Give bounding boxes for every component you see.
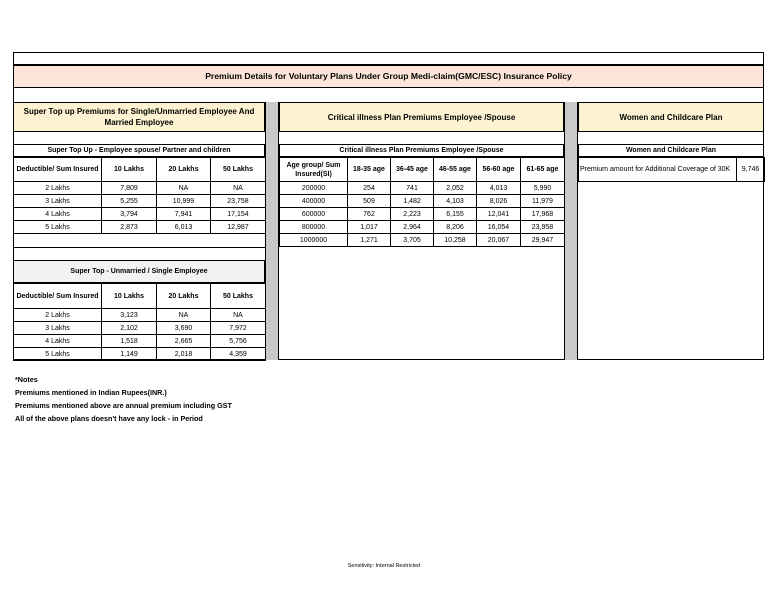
table-cell: 3,794 [102, 208, 157, 221]
super-top-up-married-table [13, 157, 266, 234]
notes-heading: *Notes [15, 375, 38, 384]
column-header: 50 Lakhs [211, 158, 266, 182]
note-line: Premiums mentioned in Indian Rupees(INR.) [15, 388, 167, 397]
critical-illness-table [279, 157, 565, 247]
column-header: 20 Lakhs [157, 158, 211, 182]
table-row [14, 182, 266, 195]
table-cell: 1,271 [348, 234, 391, 247]
table-row [280, 208, 565, 221]
column-header: 10 Lakhs [102, 158, 157, 182]
table-cell: 3 Lakhs [14, 195, 102, 208]
column-header: Deductible/ Sum Insured [14, 284, 102, 309]
table-cell: 3,690 [157, 322, 211, 335]
column-header: 18-35 age [348, 158, 391, 182]
table-cell: 4 Lakhs [14, 335, 102, 348]
table-cell: 20,067 [477, 234, 521, 247]
table-cell: 17,968 [521, 208, 565, 221]
table-row [280, 182, 565, 195]
super-top-up-single-subheading: Super Top - Unmarried / Single Employee [13, 260, 265, 283]
column-header: 50 Lakhs [211, 284, 266, 309]
table-cell: 5 Lakhs [14, 348, 102, 361]
notes-section [15, 373, 415, 425]
table-cell: 1,149 [102, 348, 157, 361]
table-cell: 6,013 [157, 221, 211, 234]
table-cell: 12,987 [211, 221, 266, 234]
table-cell: 8,206 [434, 221, 477, 234]
table-cell: 10,258 [434, 234, 477, 247]
table-cell: 29,947 [521, 234, 565, 247]
column-header: 36-45 age [391, 158, 434, 182]
women-childcare-table [578, 157, 765, 182]
table-cell: 1000000 [280, 234, 348, 247]
table-row [14, 348, 266, 361]
table-cell: 1,518 [102, 335, 157, 348]
table-cell: 3 Lakhs [14, 322, 102, 335]
column-header: Age group/ Sum Insured(SI) [280, 158, 348, 182]
coverage-label: Premium amount for Additional Coverage of 30K [579, 158, 737, 182]
column-header: 20 Lakhs [157, 284, 211, 309]
table-cell: 2,964 [391, 221, 434, 234]
table-cell: 2,052 [434, 182, 477, 195]
table-cell: 254 [348, 182, 391, 195]
women-childcare-subheading: Women and Childcare Plan [578, 144, 764, 157]
table-cell: 23,958 [521, 221, 565, 234]
table-cell: 16,054 [477, 221, 521, 234]
table-cell: 1,017 [348, 221, 391, 234]
table-cell: 762 [348, 208, 391, 221]
table-row [14, 322, 266, 335]
table-cell: 11,979 [521, 195, 565, 208]
critical-illness-heading: Critical illness Plan Premiums Employee /Spouse [279, 102, 564, 132]
table-cell: 1,482 [391, 195, 434, 208]
table-cell: 23,758 [211, 195, 266, 208]
table-cell: 5,255 [102, 195, 157, 208]
column-header: 46-55 age [434, 158, 477, 182]
table-cell: NA [211, 182, 266, 195]
column-separator [265, 102, 279, 360]
table-cell: 3,123 [102, 309, 157, 322]
table-cell: 800000 [280, 221, 348, 234]
table-row [280, 195, 565, 208]
table-cell: 3,705 [391, 234, 434, 247]
table-row [14, 335, 266, 348]
women-childcare-heading: Women and Childcare Plan [578, 102, 764, 132]
table-row [280, 234, 565, 247]
sensitivity-label: Sensitivity: Internal Restricted [347, 563, 421, 569]
table-row [579, 158, 765, 182]
table-cell: 2 Lakhs [14, 309, 102, 322]
table-cell: 200000 [280, 182, 348, 195]
table-cell: 10,999 [157, 195, 211, 208]
table-cell: 17,154 [211, 208, 266, 221]
table-cell: 2,223 [391, 208, 434, 221]
table-cell: 2,873 [102, 221, 157, 234]
column-header: 61-65 age [521, 158, 565, 182]
table-cell: 7,941 [157, 208, 211, 221]
table-cell: 509 [348, 195, 391, 208]
table-row [14, 221, 266, 234]
super-top-up-heading: Super Top up Premiums for Single/Unmarried Employee And Married Employee [13, 102, 265, 132]
table-cell: 5,756 [211, 335, 266, 348]
table-cell: 8,026 [477, 195, 521, 208]
critical-illness-subheading: Critical illness Plan Premiums Employee /Spouse [279, 144, 564, 157]
table-cell: 6,155 [434, 208, 477, 221]
table-cell: 2,665 [157, 335, 211, 348]
table-cell: 12,041 [477, 208, 521, 221]
table-cell: NA [211, 309, 266, 322]
table-cell: 4,103 [434, 195, 477, 208]
table-cell: 600000 [280, 208, 348, 221]
table-row [280, 221, 565, 234]
column-separator [564, 102, 578, 360]
note-line: Premiums mentioned above are annual premium including GST [15, 401, 232, 410]
table-cell: 4 Lakhs [14, 208, 102, 221]
coverage-value: 9,746 [737, 158, 765, 182]
table-cell: 7,972 [211, 322, 266, 335]
column-header: Deductible/ Sum Insured [14, 158, 102, 182]
table-row [14, 309, 266, 322]
table-cell: 2,102 [102, 322, 157, 335]
table-row [14, 195, 266, 208]
table-cell: NA [157, 309, 211, 322]
table-cell: 400000 [280, 195, 348, 208]
column-header: 56-60 age [477, 158, 521, 182]
table-cell: 7,809 [102, 182, 157, 195]
note-line: All of the above plans doesn't have any lock - in Period [15, 414, 203, 423]
super-top-up-married-subheading: Super Top Up - Employee spouse/ Partner and children [13, 144, 265, 157]
table-cell: 2 Lakhs [14, 182, 102, 195]
table-cell: 5,990 [521, 182, 565, 195]
super-top-up-single-table [13, 283, 266, 361]
table-row [14, 208, 266, 221]
page-title: Premium Details for Voluntary Plans Under Group Medi-claim(GMC/ESC) Insurance Policy [13, 65, 764, 88]
column-header: 10 Lakhs [102, 284, 157, 309]
table-cell: 2,018 [157, 348, 211, 361]
table-cell: NA [157, 182, 211, 195]
table-cell: 4,359 [211, 348, 266, 361]
divider [13, 247, 265, 248]
table-cell: 4,013 [477, 182, 521, 195]
table-cell: 5 Lakhs [14, 221, 102, 234]
table-cell: 741 [391, 182, 434, 195]
